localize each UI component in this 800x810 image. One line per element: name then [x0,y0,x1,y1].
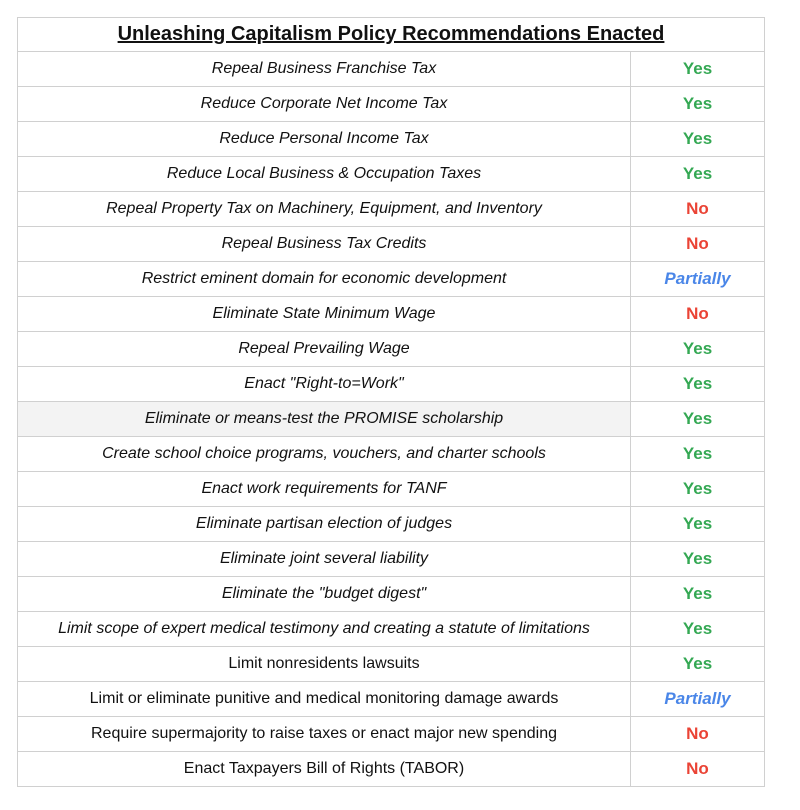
policy-cell: Eliminate the "budget digest" [18,577,631,612]
status-cell: Partially [631,262,765,297]
policy-cell: Require supermajority to raise taxes or enact major new spending [18,717,631,752]
table-row [18,332,765,367]
policy-cell: Eliminate joint several liability [18,542,631,577]
table-row [18,262,765,297]
table-row [18,577,765,612]
status-cell: Yes [631,437,765,472]
table-row [18,122,765,157]
status-cell: Yes [631,612,765,647]
table-row [18,367,765,402]
policy-cell: Enact "Right-to=Work" [18,367,631,402]
policy-rows [18,52,765,787]
table-row [18,192,765,227]
status-cell: Yes [631,122,765,157]
status-cell: Yes [631,542,765,577]
status-cell: No [631,192,765,227]
table-row [18,647,765,682]
table-row [18,157,765,192]
table-row [18,472,765,507]
table-row [18,507,765,542]
policy-cell: Create school choice programs, vouchers, and charter schools [18,437,631,472]
policy-table [17,17,765,787]
table-row [18,752,765,787]
status-cell: Yes [631,87,765,122]
status-cell: No [631,752,765,787]
status-cell: Yes [631,52,765,87]
status-cell: Yes [631,402,765,437]
table-row [18,682,765,717]
status-cell: Yes [631,157,765,192]
status-cell: Yes [631,647,765,682]
policy-cell: Reduce Personal Income Tax [18,122,631,157]
title-row [18,18,765,52]
status-cell: No [631,297,765,332]
table-title: Unleashing Capitalism Policy Recommendations Enacted [18,18,765,52]
policy-cell: Repeal Business Franchise Tax [18,52,631,87]
table-row [18,612,765,647]
policy-cell: Limit scope of expert medical testimony and creating a statute of limitations [18,612,631,647]
policy-cell: Eliminate partisan election of judges [18,507,631,542]
policy-cell: Eliminate State Minimum Wage [18,297,631,332]
policy-cell: Repeal Prevailing Wage [18,332,631,367]
policy-cell: Repeal Business Tax Credits [18,227,631,262]
policy-cell: Limit nonresidents lawsuits [18,647,631,682]
policy-cell: Repeal Property Tax on Machinery, Equipment, and Inventory [18,192,631,227]
status-cell: Yes [631,577,765,612]
table-row [18,542,765,577]
table-row [18,87,765,122]
policy-cell: Restrict eminent domain for economic development [18,262,631,297]
table-row [18,402,765,437]
table-row [18,52,765,87]
policy-cell: Enact work requirements for TANF [18,472,631,507]
status-cell: Yes [631,472,765,507]
status-cell: Yes [631,367,765,402]
status-cell: No [631,717,765,752]
status-cell: Partially [631,682,765,717]
policy-cell: Reduce Local Business & Occupation Taxes [18,157,631,192]
table-row [18,227,765,262]
table-row [18,297,765,332]
policy-cell: Limit or eliminate punitive and medical monitoring damage awards [18,682,631,717]
status-cell: Yes [631,332,765,367]
policy-cell: Reduce Corporate Net Income Tax [18,87,631,122]
policy-cell: Eliminate or means-test the PROMISE scholarship [18,402,631,437]
policy-cell: Enact Taxpayers Bill of Rights (TABOR) [18,752,631,787]
status-cell: No [631,227,765,262]
status-cell: Yes [631,507,765,542]
table-row [18,717,765,752]
table-row [18,437,765,472]
policy-table-container [17,17,764,787]
